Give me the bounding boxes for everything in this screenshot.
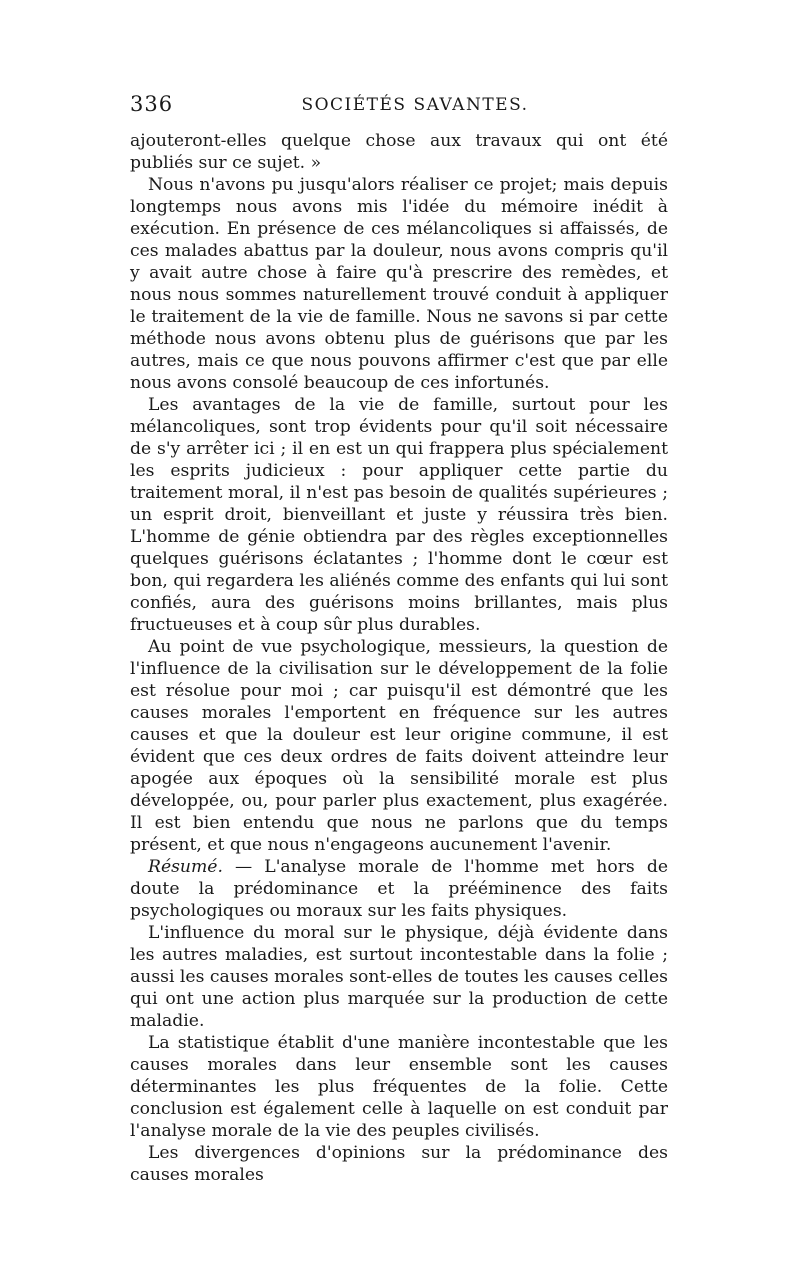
paragraph-continuation: ajouteront-elles quelque chose aux travaux qui ont été publiés sur ce sujet. » [130,131,668,173]
paragraph: Nous n'avons pu jusqu'alors réaliser ce projet; mais depuis longtemps nous avons mis l'idée du mémoire inédit à exécution. En présence de ces mélancoliques si affaissés, de ces malades abattus par la douleur, nous avons compris qu'il y avait autre chose à faire qu'à prescrire des remèdes, et nous nous sommes naturellement trouvé conduit à appliquer le traitement de la vie de famille. Nous ne savons si par cette méthode nous avons obtenu plus de guérisons que par les autres, mais ce que nous pouvons affirmer c'est que par elle nous avons consolé beaucoup de ces infortunés. [130,175,668,393]
paragraph: Les avantages de la vie de famille, surtout pour les mélancoliques, sont trop évidents pour qu'il soit nécessaire de s'y arrêter ici ; il en est un qui frappera plus spécialement les esprits judicieux : pour appliquer cette partie du traitement moral, il n'est pas besoin de qualités supérieures ; un esprit droit, bienveillant et juste y réussira très bien. L'homme de génie obtiendra par des règles exceptionnelles quelques guérisons éclatantes ; l'homme dont le cœur est bon, qui regardera les aliénés comme des enfants qui lui sont confiés, aura des guérisons moins brillantes, mais plus fructueuses et à coup sûr plus durables. [130,395,668,635]
paragraph-resume [130,856,668,922]
running-title: SOCIÉTÉS SAVANTES. [301,95,529,115]
paragraph: Les divergences d'opinions sur la prédominance des causes morales [130,1143,668,1185]
resume-label: Résumé. [148,857,223,877]
page-number: 336 [130,92,174,116]
body-text [130,130,668,1186]
paragraph: Au point de vue psychologique, messieurs, la question de l'influence de la civilisation sur le développement de la folie est résolue pour moi ; car puisqu'il est démontré que les causes morales l'emportent en fréquence sur les autres causes et que la douleur est leur origine commune, il est évident que ces deux ordres de faits doivent atteindre leur apogée aux époques où la sensibilité morale est plus développée, ou, pour parler plus exactement, plus exagérée. Il est bien entendu que nous ne parlons que du temps présent, et que nous n'engageons aucunement l'avenir. [130,637,668,855]
paragraph: L'influence du moral sur le physique, déjà évidente dans les autres maladies, est surtout incontestable dans la folie ; aussi les causes morales sont-elles de toutes les causes celles qui ont une action plus marquée sur la production de cette maladie. [130,923,668,1031]
paragraph: La statistique établit d'une manière incontestable que les causes morales dans leur ensemble sont les causes déterminantes les plus fréquentes de la folie. Cette conclusion est également celle à laquelle on est conduit par l'analyse morale de la vie des peuples civilisés. [130,1033,668,1141]
page-header [130,92,670,122]
resume-text: — L'analyse morale de l'homme met hors de doute la prédominance et la prééminence des faits psychologiques ou moraux sur les faits physiques. [130,857,668,921]
